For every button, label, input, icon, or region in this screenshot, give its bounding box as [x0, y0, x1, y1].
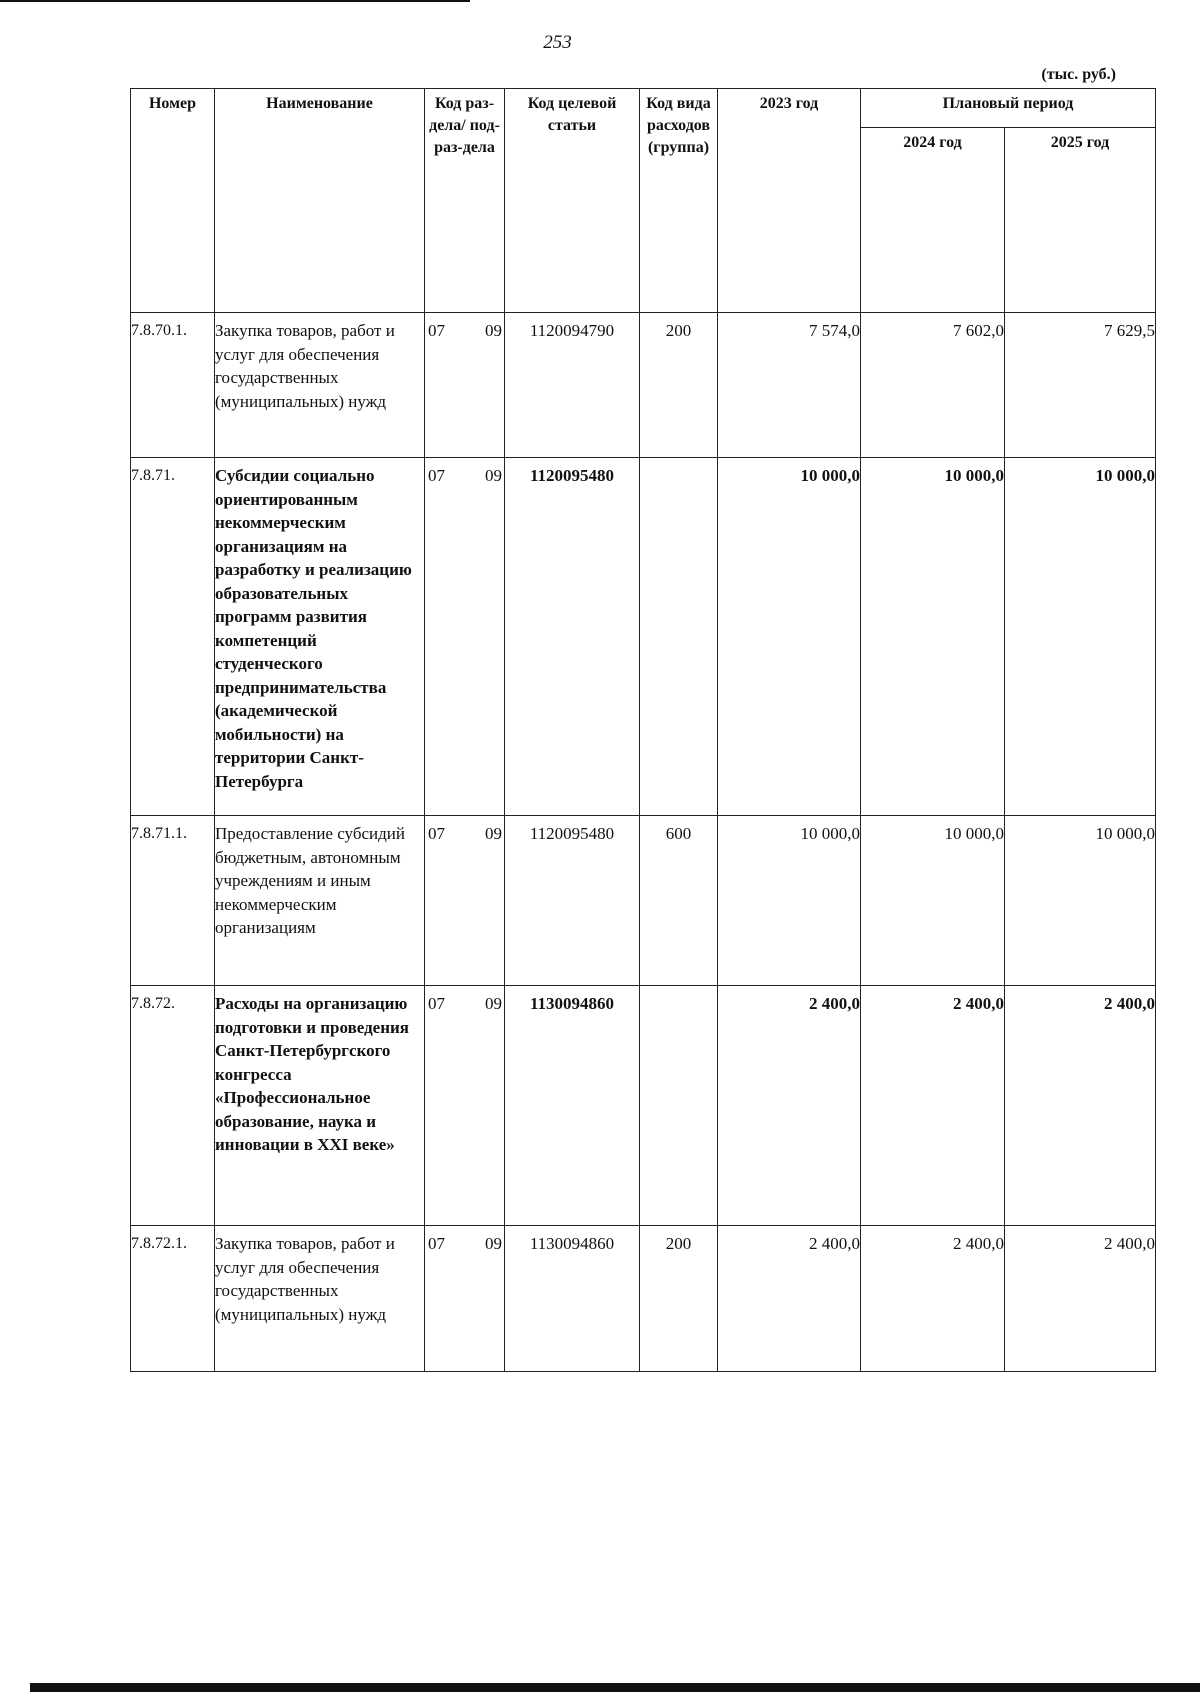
header-razdel: Код раз-дела/ под-раз-дела [425, 89, 505, 313]
row-name: Закупка товаров, работ и услуг для обеспечения государственных (муниципальных) нужд [215, 1226, 425, 1372]
subrazdel-code: 09 [485, 321, 502, 340]
row-amount-2023: 7 574,0 [718, 313, 861, 458]
razdel-code: 07 [428, 466, 445, 485]
subrazdel-code: 09 [485, 824, 502, 843]
row-target-article: 1120095480 [505, 816, 640, 986]
row-amount-2025: 2 400,0 [1005, 1226, 1156, 1372]
subrazdel-code: 09 [485, 1234, 502, 1253]
row-amount-2024: 10 000,0 [861, 458, 1005, 816]
razdel-code: 07 [428, 824, 445, 843]
header-year-2025: 2025 год [1005, 128, 1156, 313]
row-name: Субсидии социально ориентированным некоммерческим организациям на разработку и реализацию образовательных программ развития компетенций студенческого предпринимательства (академической мобильности) на территории Санкт-Петербурга [215, 458, 425, 816]
razdel-code: 07 [428, 1234, 445, 1253]
row-expense-type: 600 [640, 816, 718, 986]
subrazdel-code: 09 [485, 994, 502, 1013]
header-target-article: Код целевой статьи [505, 89, 640, 313]
row-amount-2023: 2 400,0 [718, 1226, 861, 1372]
razdel-code: 07 [428, 994, 445, 1013]
table-row [131, 1226, 1156, 1372]
header-year-2023: 2023 год [718, 89, 861, 313]
page-number: 253 [543, 32, 572, 53]
header-name: Наименование [215, 89, 425, 313]
row-amount-2024: 7 602,0 [861, 313, 1005, 458]
row-number: 7.8.71. [131, 458, 215, 816]
row-target-article: 1130094860 [505, 986, 640, 1226]
budget-table [130, 88, 1156, 1372]
row-amount-2024: 10 000,0 [861, 816, 1005, 986]
header-number: Номер [131, 89, 215, 313]
header-planned-period: Плановый период [861, 89, 1156, 128]
row-expense-type [640, 458, 718, 816]
row-expense-type: 200 [640, 313, 718, 458]
row-amount-2025: 7 629,5 [1005, 313, 1156, 458]
table-row [131, 816, 1156, 986]
row-name: Закупка товаров, работ и услуг для обеспечения государственных (муниципальных) нужд [215, 313, 425, 458]
row-number: 7.8.71.1. [131, 816, 215, 986]
row-amount-2025: 2 400,0 [1005, 986, 1156, 1226]
table-row [131, 458, 1156, 816]
row-amount-2025: 10 000,0 [1005, 458, 1156, 816]
row-amount-2023: 10 000,0 [718, 458, 861, 816]
row-expense-type: 200 [640, 1226, 718, 1372]
row-name: Расходы на организацию подготовки и проведения Санкт-Петербургского конгресса «Профессиональное образование, наука и инновации в XXI веке» [215, 986, 425, 1226]
row-number: 7.8.72.1. [131, 1226, 215, 1372]
row-target-article: 1130094860 [505, 1226, 640, 1372]
row-razdel [425, 458, 505, 816]
top-rule [0, 0, 470, 2]
razdel-code: 07 [428, 321, 445, 340]
row-number: 7.8.70.1. [131, 313, 215, 458]
bottom-rule [30, 1683, 1200, 1692]
row-expense-type [640, 986, 718, 1226]
row-amount-2024: 2 400,0 [861, 1226, 1005, 1372]
subrazdel-code: 09 [485, 466, 502, 485]
row-razdel [425, 816, 505, 986]
row-razdel [425, 986, 505, 1226]
row-amount-2024: 2 400,0 [861, 986, 1005, 1226]
row-name: Предоставление субсидий бюджетным, автономным учреждениям и иным некоммерческим организациям [215, 816, 425, 986]
row-target-article: 1120095480 [505, 458, 640, 816]
row-amount-2025: 10 000,0 [1005, 816, 1156, 986]
row-razdel [425, 313, 505, 458]
row-razdel [425, 1226, 505, 1372]
row-number: 7.8.72. [131, 986, 215, 1226]
header-year-2024: 2024 год [861, 128, 1005, 313]
row-target-article: 1120094790 [505, 313, 640, 458]
row-amount-2023: 2 400,0 [718, 986, 861, 1226]
table-row [131, 313, 1156, 458]
row-amount-2023: 10 000,0 [718, 816, 861, 986]
units-label: (тыс. руб.) [1041, 66, 1116, 83]
header-expense-type: Код вида расходов (группа) [640, 89, 718, 313]
table-row [131, 986, 1156, 1226]
